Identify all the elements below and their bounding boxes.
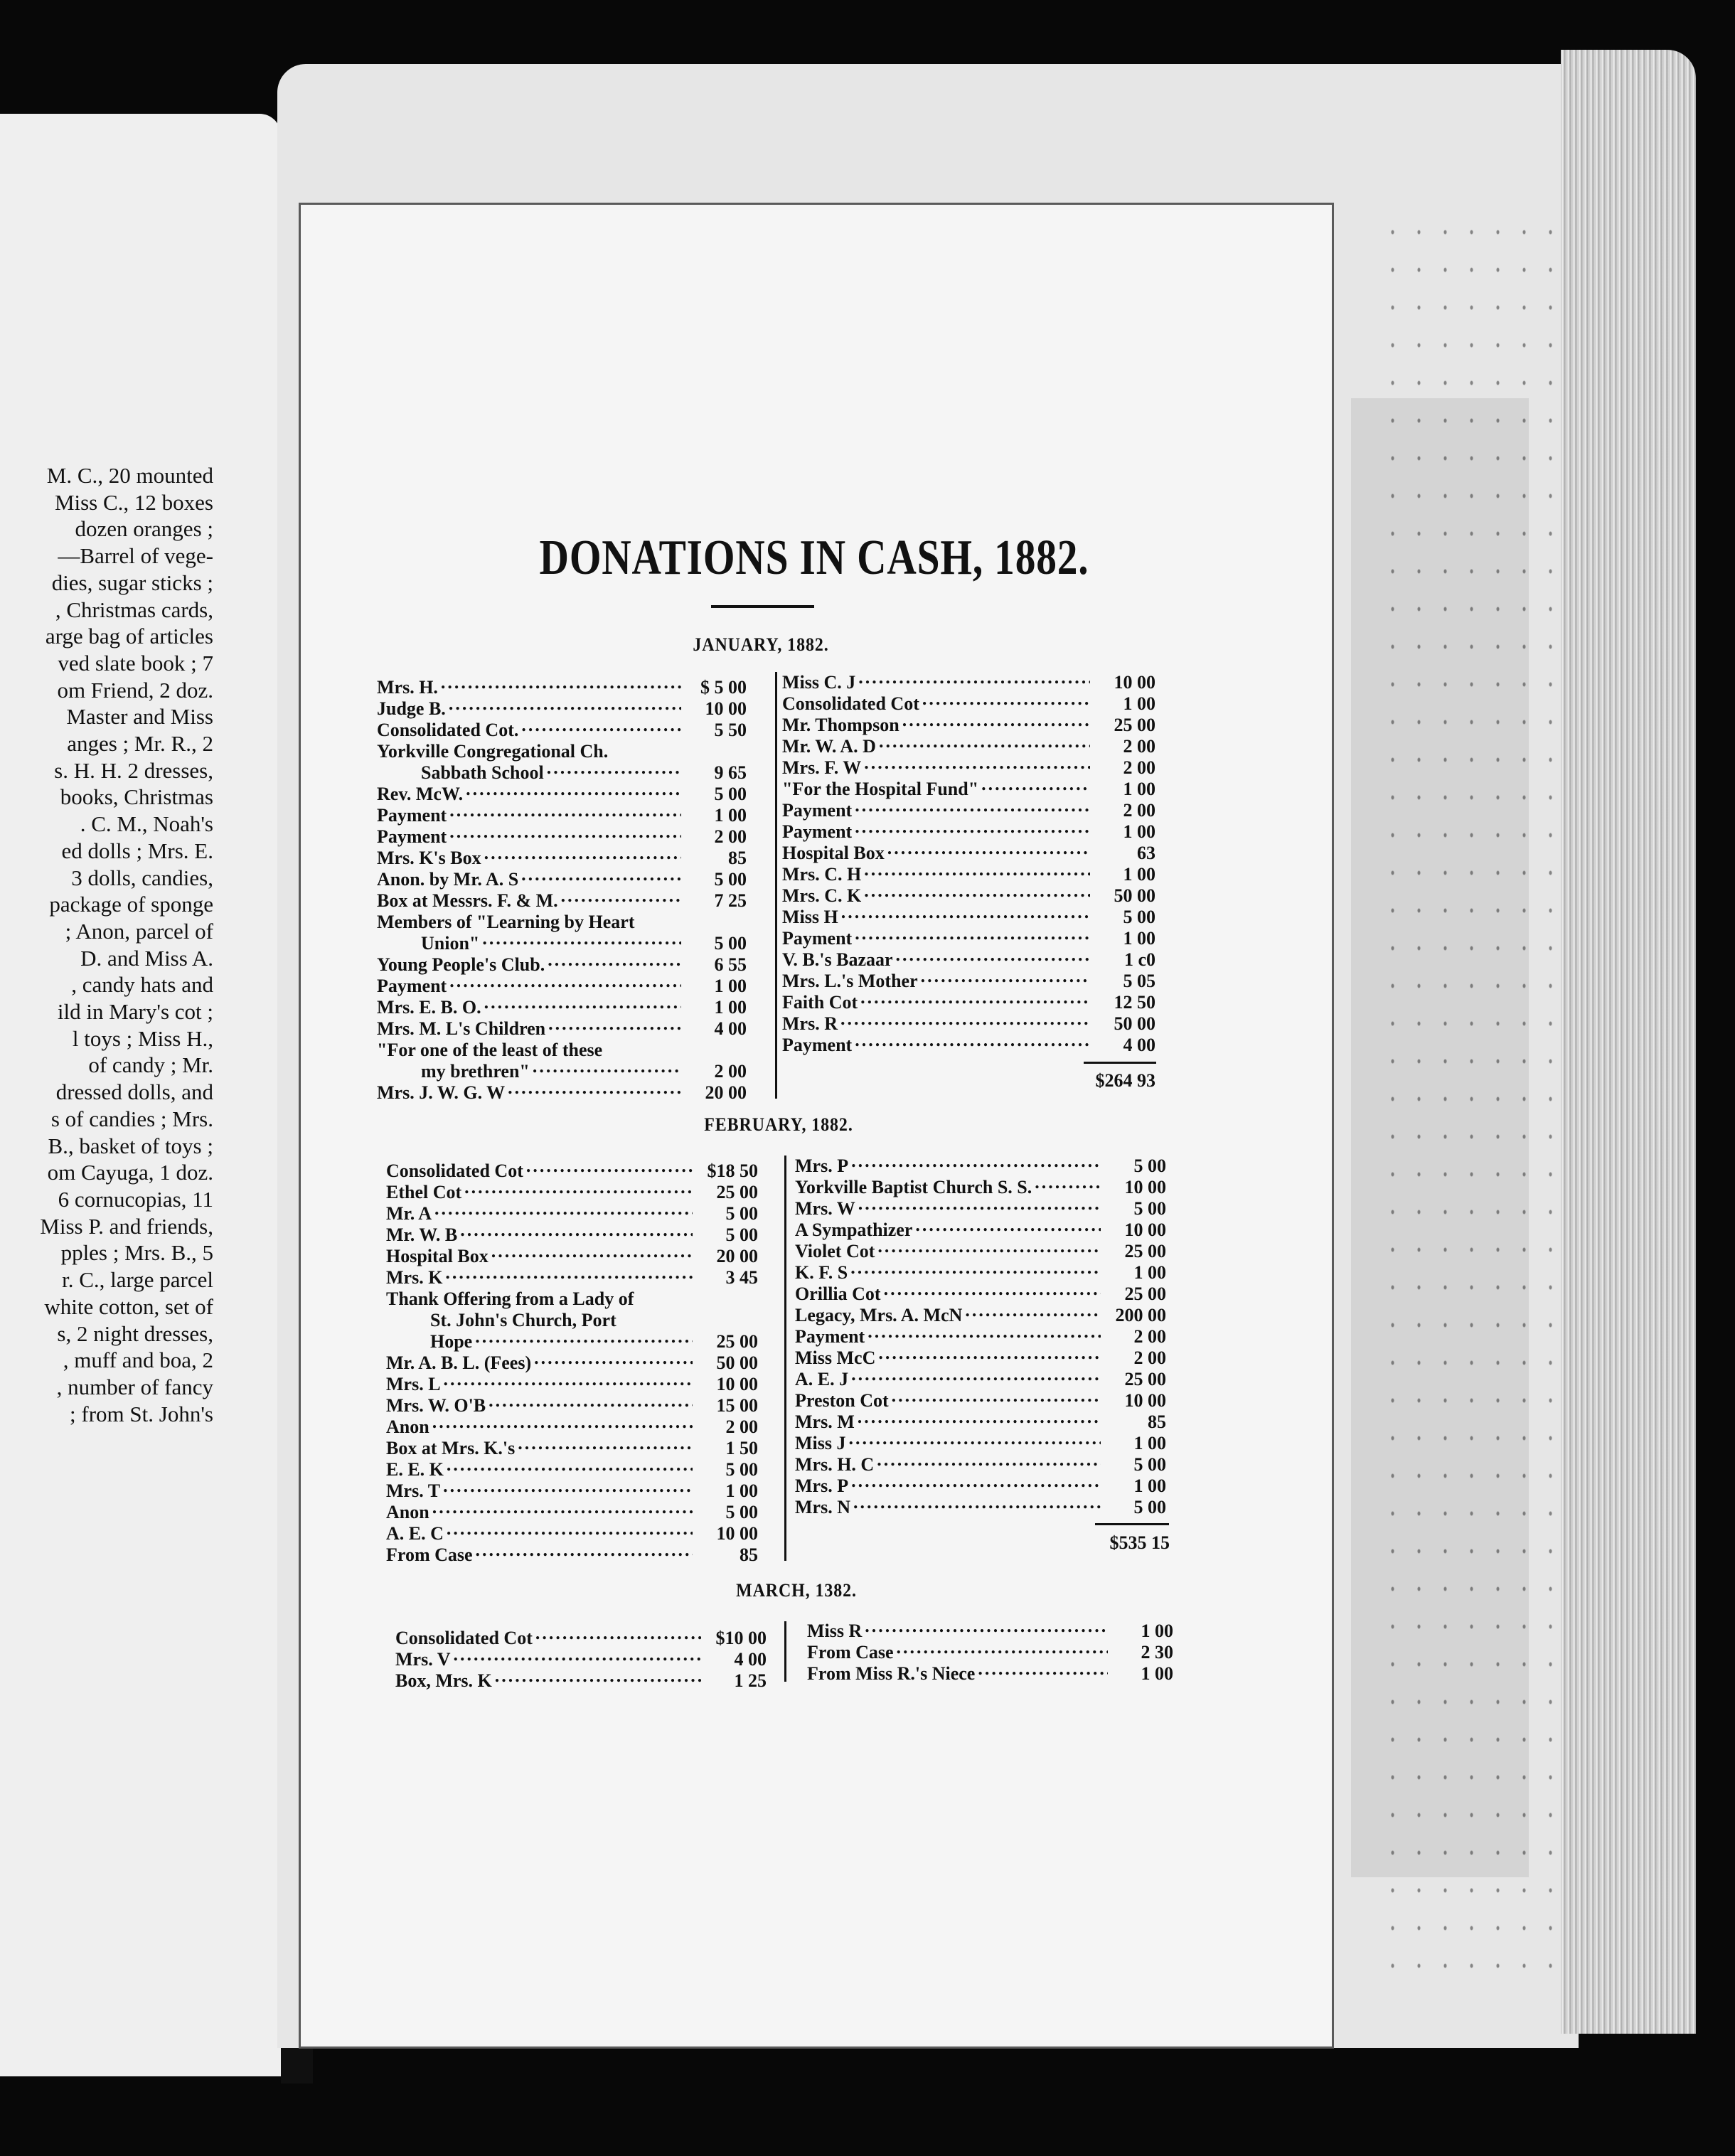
previous-page-line: , number of fancy [56, 1374, 213, 1399]
donor-name: Hospital Box [386, 1246, 489, 1266]
dot-leader [482, 928, 681, 949]
donor-name: A. E. J [795, 1369, 849, 1389]
donation-amount: 12 50 [1114, 992, 1155, 1013]
january-right-column [782, 667, 1155, 1055]
previous-page-line: l toys ; Miss H., [72, 1025, 213, 1051]
donor-name: Anon [386, 1502, 429, 1522]
donation-amount: 63 [1137, 843, 1155, 863]
previous-page-line: om Friend, 2 doz. [57, 677, 213, 703]
donor-name: Anon [386, 1416, 429, 1437]
dot-leader [851, 1364, 1101, 1385]
dot-leader [521, 864, 681, 885]
donor-name: Mrs. R [782, 1013, 838, 1034]
donor-name: Members of "Learning by Heart [377, 912, 635, 932]
donation-amount: 4 00 [734, 1649, 767, 1670]
donation-amount: 25 00 [716, 1331, 758, 1352]
donor-name: Hospital Box [782, 843, 885, 863]
donation-amount: 1 00 [714, 976, 747, 996]
previous-page-line: 3 dolls, candies, [71, 865, 213, 890]
donation-amount: 5 00 [1133, 1454, 1166, 1475]
donor-name: Payment [782, 800, 853, 821]
january-total-rule [1084, 1062, 1156, 1064]
donation-row [395, 1623, 767, 1648]
dot-leader [464, 1177, 693, 1198]
dot-leader [441, 672, 681, 693]
donor-name: Judge B. [377, 698, 446, 719]
donation-amount: 1 00 [1133, 1433, 1166, 1453]
donation-amount: 85 [728, 848, 747, 868]
donation-amount: 5 00 [725, 1224, 758, 1245]
donation-amount: 5 00 [725, 1502, 758, 1522]
donation-amount: 200 00 [1115, 1305, 1166, 1325]
dot-leader [466, 779, 681, 800]
dot-leader [445, 1262, 693, 1284]
donation-amount: $ 5 00 [700, 677, 747, 698]
donation-row [386, 1156, 758, 1181]
title-rule [711, 605, 814, 608]
dot-leader [892, 1385, 1101, 1407]
previous-page-line: pples ; Mrs. B., 5 [60, 1240, 213, 1266]
donation-amount: 25 00 [1124, 1284, 1166, 1304]
donation-amount: $10 00 [715, 1628, 767, 1648]
donation-amount: 5 00 [1123, 907, 1155, 927]
dot-leader [484, 992, 681, 1013]
donation-amount: 10 00 [1114, 672, 1155, 693]
donor-name: Payment [377, 976, 447, 996]
previous-page-line: ved slate book ; 7 [58, 650, 213, 676]
donation-amount: 5 00 [714, 933, 747, 954]
donation-amount: 5 00 [714, 869, 747, 890]
dot-leader [444, 1369, 693, 1390]
donation-amount: 1 00 [725, 1480, 758, 1501]
previous-page-line: ild in Mary's cot ; [57, 999, 213, 1025]
donor-name: Mrs. M [795, 1411, 855, 1432]
donor-name: Mrs. K's Box [377, 848, 481, 868]
donor-name: St. John's Church, Port [430, 1310, 616, 1330]
donation-amount: 50 00 [1114, 885, 1155, 906]
dot-leader [877, 1449, 1101, 1471]
donor-name: Violet Cot [795, 1241, 875, 1261]
previous-page-line: r. C., large parcel [62, 1267, 213, 1293]
dot-leader [922, 688, 1090, 710]
dot-leader [855, 795, 1090, 816]
dot-leader [878, 1343, 1101, 1364]
dot-leader [484, 843, 681, 864]
donor-name: Mr. W. A. D [782, 736, 876, 757]
previous-page-line: 6 cornucopias, 11 [58, 1186, 213, 1212]
donation-row [377, 672, 747, 698]
dot-leader [637, 907, 681, 928]
dot-leader [449, 971, 681, 992]
donor-name: Payment [782, 821, 853, 842]
donor-name: Young People's Club. [377, 954, 545, 975]
donation-amount: 1 25 [734, 1670, 767, 1691]
donor-name: Mrs. K [386, 1267, 443, 1288]
donation-amount: 4 00 [714, 1018, 747, 1039]
donor-name: Miss McC [795, 1348, 876, 1368]
previous-page-line: books, Christmas [60, 784, 213, 810]
previous-page-line: white cotton, set of [44, 1293, 213, 1319]
dot-leader [840, 1008, 1090, 1030]
dot-leader [965, 1300, 1101, 1321]
donor-name: Mrs. L [386, 1374, 441, 1394]
donor-name: E. E. K [386, 1459, 444, 1480]
donor-name: From Case [386, 1544, 473, 1565]
dot-leader [850, 1257, 1101, 1279]
donor-name: Preston Cot [795, 1390, 889, 1411]
donation-amount: 10 00 [705, 698, 747, 719]
donation-amount: 1 00 [1123, 779, 1155, 799]
donor-name: Box, Mrs. K [395, 1670, 492, 1691]
dot-leader [561, 885, 681, 907]
dot-leader [547, 757, 681, 779]
month-heading-january: JANUARY, 1882. [693, 634, 829, 655]
donation-amount: 10 00 [1124, 1390, 1166, 1411]
previous-page-line: , muff and boa, 2 [63, 1348, 213, 1373]
donation-amount: 1 00 [714, 997, 747, 1018]
donation-amount: 85 [1148, 1411, 1166, 1432]
donor-name: Mrs. P [795, 1156, 849, 1176]
previous-page-line: . C. M., Noah's [80, 811, 213, 837]
dot-leader [851, 1471, 1101, 1492]
dot-leader [548, 949, 681, 971]
donation-amount: 5 00 [1133, 1156, 1166, 1176]
month-heading-march: MARCH, 1382. [736, 1580, 857, 1601]
dot-leader [605, 1035, 681, 1056]
dot-leader [521, 715, 681, 736]
dot-leader [879, 731, 1090, 752]
donor-name: Mrs. H. [377, 677, 438, 698]
donation-amount: 2 00 [1133, 1326, 1166, 1347]
previous-page-line: of candy ; Mr. [88, 1052, 213, 1078]
previous-page-line: ; Anon, parcel of [65, 918, 213, 944]
donor-name: Yorkville Baptist Church S. S. [795, 1177, 1032, 1197]
donation-amount: 10 00 [716, 1523, 758, 1544]
dot-leader [855, 923, 1090, 944]
donor-name: Payment [377, 826, 447, 847]
donation-amount: 20 00 [716, 1246, 758, 1266]
donation-amount: 25 00 [1124, 1241, 1166, 1261]
previous-page-line: , Christmas cards, [55, 597, 213, 622]
donor-name: Miss C. J [782, 672, 856, 693]
donation-amount: 3 45 [725, 1267, 758, 1288]
donor-name: "For one of the least of these [377, 1040, 603, 1060]
page-edges [1561, 50, 1696, 2034]
dot-leader [858, 1193, 1101, 1215]
dot-leader [864, 752, 1090, 774]
dot-leader [434, 1198, 693, 1220]
donation-amount: 20 00 [705, 1082, 747, 1103]
dot-leader [454, 1644, 701, 1665]
donor-name: Mrs. P [795, 1475, 849, 1496]
month-heading-february: FEBRUARY, 1882. [704, 1114, 853, 1135]
donation-amount: 25 00 [1124, 1369, 1166, 1389]
dot-leader [864, 859, 1090, 880]
donation-amount: 15 00 [716, 1395, 758, 1416]
donation-amount: 50 00 [1114, 1013, 1155, 1034]
donation-amount: 1 00 [714, 805, 747, 826]
dot-leader [535, 1623, 701, 1644]
march-column-divider [784, 1621, 786, 1682]
donor-name: Union" [421, 933, 480, 954]
donation-amount: 1 00 [1123, 821, 1155, 842]
donation-amount: 5 00 [725, 1203, 758, 1224]
donor-name: K. F. S [795, 1262, 848, 1283]
donor-name: Hope [430, 1331, 473, 1352]
dot-leader [548, 1013, 681, 1035]
donor-name: Yorkville Congregational Ch. [377, 741, 609, 762]
dot-leader [508, 1077, 681, 1099]
donor-name: Thank Offering from a Lady of [386, 1288, 634, 1309]
donor-name: Consolidated Cot [386, 1160, 523, 1181]
donor-name: my brethren" [421, 1061, 530, 1082]
donor-name: A. E. C [386, 1523, 444, 1544]
dot-leader [896, 944, 1090, 966]
donor-name: Mr. Thompson [782, 715, 899, 735]
dot-leader [921, 966, 1090, 987]
donation-row [782, 667, 1155, 693]
dot-leader [447, 1454, 693, 1475]
previous-page-line: M. C., 20 mounted [46, 463, 213, 488]
dot-leader [860, 987, 1090, 1008]
dot-leader [432, 1497, 693, 1518]
dot-leader [864, 880, 1090, 902]
donation-row [795, 1151, 1166, 1176]
previous-page-line: —Barrel of vege- [58, 543, 213, 569]
donation-amount: $18 50 [707, 1160, 758, 1181]
february-right-column [795, 1151, 1166, 1517]
donation-amount: 2 00 [1133, 1348, 1166, 1368]
dot-leader [432, 1411, 693, 1433]
dot-leader [619, 1305, 693, 1326]
donation-amount: 5 05 [1123, 971, 1155, 991]
donor-name: From Case [807, 1642, 894, 1663]
january-total: $264 93 [1095, 1070, 1155, 1091]
donation-amount: 50 00 [716, 1352, 758, 1373]
previous-page-line: dressed dolls, and [55, 1079, 213, 1105]
donation-amount: 1 00 [1133, 1262, 1166, 1283]
donor-name: Faith Cot [782, 992, 858, 1013]
donation-amount: 2 00 [1123, 757, 1155, 778]
donation-amount: 10 00 [716, 1374, 758, 1394]
donation-amount: 2 00 [725, 1416, 758, 1437]
donor-name: Anon. by Mr. A. S [377, 869, 519, 890]
donor-name: Mrs. M. L's Children [377, 1018, 546, 1039]
page-speckle [1379, 213, 1557, 1991]
dot-leader [981, 774, 1090, 795]
donor-name: Consolidated Cot. [377, 720, 519, 740]
previous-page-line: om Cayuga, 1 doz. [47, 1160, 213, 1185]
donation-amount: 25 00 [716, 1182, 758, 1202]
donor-name: Miss J [795, 1433, 846, 1453]
donor-name: Mrs. V [395, 1649, 451, 1670]
donation-amount: 6 55 [714, 954, 747, 975]
dot-leader [851, 1151, 1101, 1172]
donation-amount: 7 25 [714, 890, 747, 911]
previous-page-line: ed dolls ; Mrs. E. [61, 838, 213, 863]
february-left-column [386, 1156, 758, 1565]
january-left-column [377, 672, 747, 1103]
previous-page-line: Master and Miss [66, 704, 213, 730]
dot-leader [855, 1030, 1090, 1051]
donor-name: Sabbath School [421, 762, 544, 783]
donor-name: Box at Mrs. K.'s [386, 1438, 516, 1458]
march-left-column [395, 1623, 767, 1691]
previous-page-line: s, 2 night dresses, [57, 1320, 213, 1346]
previous-page-line: D. and Miss A. [80, 945, 213, 971]
donor-name: Mrs. L.'s Mother [782, 971, 918, 991]
dot-leader [460, 1220, 693, 1241]
dot-leader [489, 1390, 693, 1411]
dot-leader [841, 902, 1090, 923]
dot-leader [877, 1236, 1101, 1257]
donor-name: Mr. A. B. L. (Fees) [386, 1352, 532, 1373]
page-title: DONATIONS IN CASH, 1882. [539, 530, 1089, 585]
dot-leader [449, 821, 681, 843]
dot-leader [443, 1475, 693, 1497]
previous-page-line: arge bag of articles [45, 624, 213, 649]
previous-page-line: package of sponge [49, 892, 213, 917]
dot-leader [858, 667, 1090, 688]
previous-page-line: ; from St. John's [70, 1401, 213, 1426]
dot-leader [447, 1518, 693, 1539]
donor-name: Mrs. W. O'B [386, 1395, 486, 1416]
donor-name: Mrs. E. B. O. [377, 997, 481, 1018]
dot-leader [491, 1241, 693, 1262]
donor-name: Consolidated Cot [782, 693, 919, 714]
donation-amount: 10 00 [1124, 1220, 1166, 1240]
donation-amount: 2 00 [1123, 800, 1155, 821]
donation-amount: 5 00 [714, 784, 747, 804]
dot-leader [855, 816, 1090, 838]
dot-leader [495, 1665, 701, 1687]
donation-amount: 85 [740, 1544, 758, 1565]
dot-leader [518, 1433, 693, 1454]
dot-leader [853, 1492, 1101, 1513]
dot-leader [526, 1156, 693, 1177]
donor-name: Mrs. N [795, 1497, 850, 1517]
donation-amount: 5 00 [1133, 1497, 1166, 1517]
dot-leader [978, 1658, 1108, 1680]
dot-leader [887, 838, 1090, 859]
previous-page-line: , candy hats and [71, 972, 213, 998]
donor-name: Mr. W. B [386, 1224, 458, 1245]
donor-name: Box at Messrs. F. & M. [377, 890, 558, 911]
donor-name: Mrs. J. W. G. W [377, 1082, 506, 1103]
donation-amount: 2 00 [714, 826, 747, 847]
dot-leader [449, 693, 681, 715]
dot-leader [884, 1279, 1101, 1300]
donation-amount: 4 00 [1123, 1035, 1155, 1055]
donor-name: Miss R [807, 1621, 863, 1641]
donation-amount: 1 c0 [1123, 949, 1155, 970]
donation-amount: 9 65 [714, 762, 747, 783]
previous-page-line: B., basket of toys ; [48, 1133, 213, 1158]
previous-page-line: Miss P. and friends, [40, 1213, 213, 1239]
dot-leader [865, 1616, 1108, 1637]
dot-leader [897, 1637, 1108, 1658]
dot-leader [868, 1321, 1101, 1343]
dot-leader [1035, 1172, 1101, 1193]
dot-leader [902, 710, 1090, 731]
donation-amount: 5 50 [714, 720, 747, 740]
donor-name: From Miss R.'s Niece [807, 1663, 976, 1684]
previous-page-text [0, 462, 213, 1427]
dot-leader [476, 1539, 693, 1561]
dot-leader [858, 1407, 1101, 1428]
donor-name: Rev. McW. [377, 784, 464, 804]
donor-name: V. B.'s Bazaar [782, 949, 893, 970]
donor-name: "For the Hospital Fund" [782, 779, 979, 799]
donor-name: Mrs. T [386, 1480, 441, 1501]
donation-amount: 5 00 [725, 1459, 758, 1480]
donation-amount: 1 00 [1123, 928, 1155, 949]
dot-leader [534, 1348, 693, 1369]
donor-name: Ethel Cot [386, 1182, 462, 1202]
previous-page-line: anges ; Mr. R., 2 [67, 731, 213, 757]
donor-name: Mrs. H. C [795, 1454, 875, 1475]
donation-amount: 1 00 [1123, 693, 1155, 714]
dot-leader [611, 736, 681, 757]
previous-page-line: s. H. H. 2 dresses, [54, 757, 213, 783]
donor-name: Orillia Cot [795, 1284, 881, 1304]
previous-page-line: dozen oranges ; [75, 516, 213, 542]
donation-amount: 2 00 [714, 1061, 747, 1082]
donation-amount: 2 30 [1141, 1642, 1173, 1663]
previous-page-line: s of candies ; Mrs. [50, 1106, 213, 1131]
donation-amount: 1 00 [1133, 1475, 1166, 1496]
donation-amount: 1 00 [1123, 864, 1155, 885]
donor-name: Mrs. W [795, 1198, 855, 1219]
donor-name: A Sympathizer [795, 1220, 913, 1240]
dot-leader [475, 1326, 693, 1348]
february-total: $535 15 [1109, 1532, 1170, 1553]
march-right-column [807, 1616, 1173, 1684]
february-column-divider [784, 1156, 786, 1561]
donor-name: Payment [782, 928, 853, 949]
donor-name: Mrs. F. W [782, 757, 862, 778]
donation-amount: 2 00 [1123, 736, 1155, 757]
previous-page-line: Miss C., 12 boxes [54, 489, 213, 515]
donation-amount: 1 50 [725, 1438, 758, 1458]
donor-name: Legacy, Mrs. A. McN [795, 1305, 963, 1325]
donor-name: Mrs. C. K [782, 885, 862, 906]
dot-leader [849, 1428, 1101, 1449]
dot-leader [636, 1284, 693, 1305]
donor-name: Payment [795, 1326, 865, 1347]
donor-name: Mrs. C. H [782, 864, 862, 885]
donation-amount: 25 00 [1114, 715, 1155, 735]
donation-amount: 1 00 [1141, 1663, 1173, 1684]
dot-leader [533, 1056, 681, 1077]
donor-name: Payment [782, 1035, 853, 1055]
dot-leader [449, 800, 681, 821]
donation-row [807, 1616, 1173, 1641]
donor-name: Payment [377, 805, 447, 826]
donation-amount: 10 00 [1124, 1177, 1166, 1197]
january-column-divider [775, 672, 777, 1099]
donation-amount: 1 00 [1141, 1621, 1173, 1641]
dot-leader [915, 1215, 1101, 1236]
february-total-rule [1095, 1523, 1169, 1525]
previous-page-line: dies, sugar sticks ; [51, 570, 213, 595]
donor-name: Mr. A [386, 1203, 432, 1224]
donation-amount: 5 00 [1133, 1198, 1166, 1219]
donor-name: Consolidated Cot [395, 1628, 533, 1648]
donor-name: Miss H [782, 907, 838, 927]
